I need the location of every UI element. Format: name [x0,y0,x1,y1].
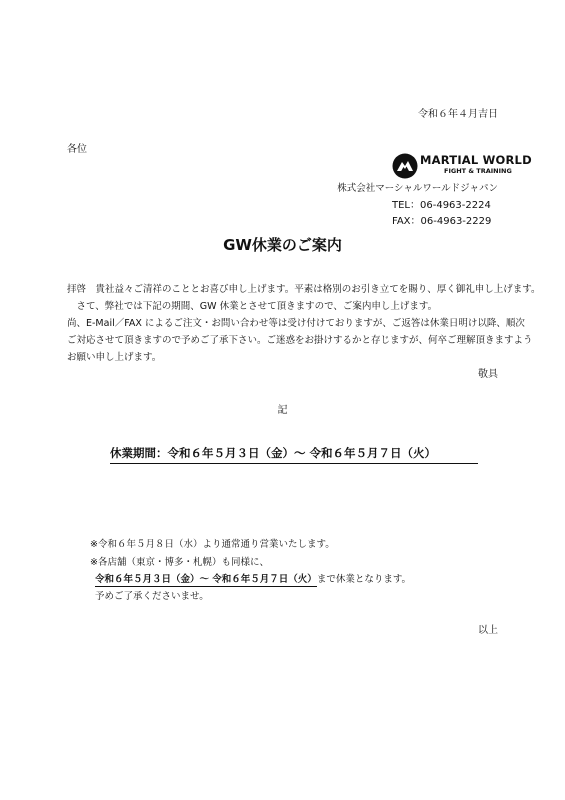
note-line-2: ※各店舗（東京・博多・札幌）も同様に、 [90,557,269,568]
document-date: 令和６年４月吉日 [418,109,498,120]
note-period-bold: 令和６年５月３日（金）～ 令和６年５月７日（火） [95,574,317,585]
note-line-3 [95,573,411,587]
note-line-4: 予めご了承くださいませ。 [95,591,209,602]
body-line-3: 尚、E-Mail／FAX によるご注文・お問い合わせ等は受け付けておりますが、ご返答は休業日明け以降、順次 [67,318,525,329]
body-line-5: お願い申し上げます。 [67,352,162,363]
closure-period: 休業期間：令和６年５月３日（金）～ 令和６年５月７日（火） [110,445,478,464]
body-line-4: ご対応させて頂きますので予めご了承下さい。ご迷惑をお掛けするかと存じますが、何卒ご理解頂きますよう [67,335,533,346]
addressee: 各位 [67,144,87,155]
company-name: 株式会社マーシャルワールドジャパン [337,183,498,194]
logo-tagline: FIGHT & TRAINING [444,167,512,175]
closing-keigu: 敬具 [478,369,498,380]
document-title: GW休業のご案内 [223,236,342,254]
note-period-rest: まで休業となります。 [316,574,412,585]
ki-heading: 記 [277,405,288,416]
body-line-2: さて、弊社では下記の期間、GW 休業とさせて頂きますので、ご案内申し上げます。 [67,301,438,312]
martial-world-logo-icon [392,153,418,179]
body-line-1: 拝啓 貴社益々ご清祥のこととお喜び申し上げます。平素は格別のお引き立てを賜り、厚く御礼申し上げます。 [67,284,541,295]
note-line-1: ※令和６年５月８日（水）より通常通り営業いたします。 [90,539,335,550]
company-fax: FAX：06-4963-2229 [392,216,492,227]
closing-ijou: 以上 [478,625,498,636]
company-tel: TEL：06-4963-2224 [392,200,491,211]
logo-wordmark: MARTIAL WORLD [420,153,532,167]
